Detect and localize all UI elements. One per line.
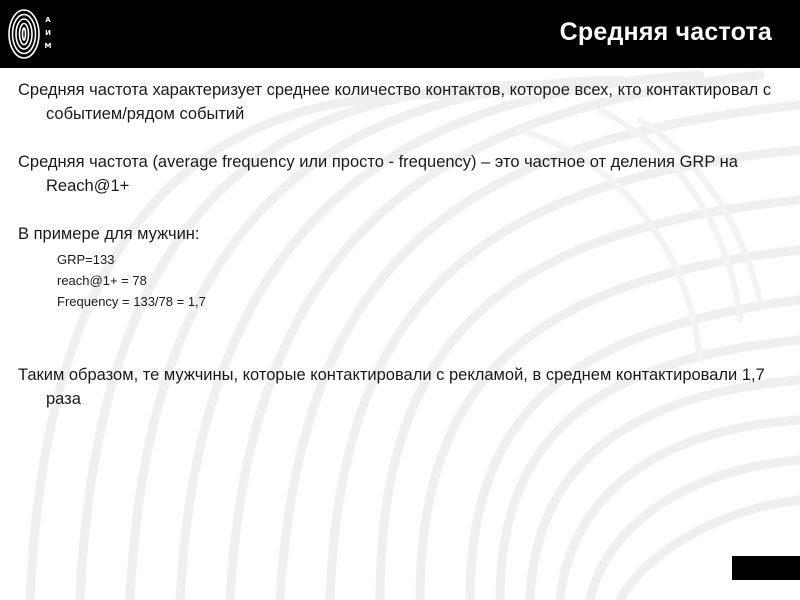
slide-corner-block: [732, 556, 800, 580]
paragraph-conclusion: Таким образом, те мужчины, которые контактировали с рекламой, в среднем контактировали 1,7 раза: [18, 366, 765, 408]
slide-title: Средняя частота: [559, 18, 772, 46]
paragraph-formula: Средняя частота (average frequency или просто - frequency) – это частное от деления GRP на Reach@1+: [18, 153, 738, 195]
slide-content: [18, 78, 788, 411]
example-heading: В примере для мужчин:: [18, 225, 200, 243]
example-item-frequency: Frequency = 133/78 = 1,7: [57, 294, 206, 309]
logo-letters: [42, 14, 54, 53]
example-item-grp: GRP=133: [57, 252, 115, 267]
logo-letter: А: [45, 16, 51, 24]
logo-letter: И: [45, 29, 51, 37]
logo-letter: М: [44, 42, 52, 50]
paragraph-definition: Средняя частота характеризует среднее количество контактов, которое всех, кто контактировал с событием/рядом событий: [18, 81, 772, 123]
slide-header: [0, 0, 800, 68]
example-item-reach: reach@1+ = 78: [57, 273, 147, 288]
